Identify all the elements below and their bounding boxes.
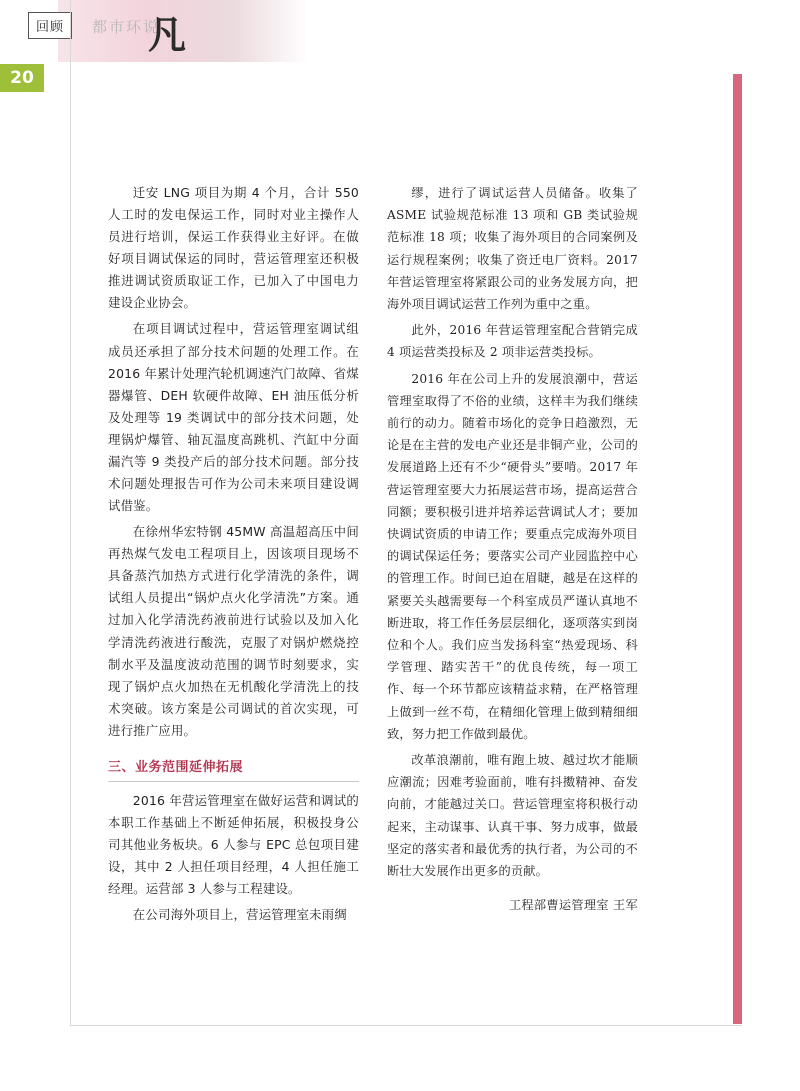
page-header	[0, 0, 800, 72]
left-vertical-rule	[70, 0, 71, 1025]
paragraph: 2016 年营运管理室在做好运营和调试的本职工作基础上不断延伸拓展，积极投身公司其他业务板块。6 人参与 EPC 总包项目建设，其中 2 人担任项目经理，4 人担任施工经理。运营部 3 人参与工程建设。	[108, 792, 359, 897]
bottom-horizontal-rule	[70, 1025, 742, 1026]
paragraph: 在公司海外项目上，营运管理室未雨绸	[132, 907, 347, 923]
header-faded-text: 都市环说	[92, 18, 161, 36]
right-column	[387, 182, 638, 1002]
paragraph: 改革浪潮前，唯有跑上坡、越过坎才能顺应潮流；因难考验面前，唯有抖擞精神、奋发向前，才能越过关口。营运管理室将积极行动起来，主动谋事、认真干事、努力成事，做最坚定的落实者和最优秀的执行者，为公司的不断壮大发展作出更多的贡献。	[387, 753, 638, 879]
paragraph: 此外，2016 年营运管理室配合营销完成 4 项运营类投标及 2 项非运营类投标。	[387, 323, 638, 360]
two-column-body	[108, 182, 638, 1002]
paragraph: 缪，进行了调试运营人员储备。收集了 ASME 试验规范标准 13 项和 GB 类试验规范标准 18 项；收集了海外项目的合同案例及运行规程案例；收集了资迁电厂资料。2017 年营运管理室将紧跟公司的业务发展方向，把海外项目调试运营工作列为重中之重。	[387, 186, 638, 312]
header-logo: 凡	[148, 12, 187, 57]
author-signature: 工程部曹运管理室 王军	[508, 898, 638, 913]
right-accent-bar	[733, 74, 742, 1024]
paragraph: 2016 年在公司上升的发展浪潮中，营运管理室取得了不俗的业绩，这样丰为我们继续前行的动力。随着市场化的竞争日趋激烈，无论是在主营的发电产业还是非铜产业，公司的发展道路上还有不少“硬骨头”要啃。2017 年营运管理室要大力拓展运营市场，提高运营合同额；要积极引进并培养运营调试人才；要加快调试资质的申请工作；要重点完成海外项目的调试保运任务；要落实公司产业园监控中心的管理工作。时间已迫在眉睫，越是在这样的紧要关头越需要每一个科室成员严谨认真地不断进取，将工作任务层层细化，逐项落实到岗位和个人。我们应当发扬科室“热爱现场、科学管理、踏实苦干”的优良传统，每一项工作、每一个环节都应该精益求精，在严格管理上做到一丝不苟，在精细化管理上做到精细细致，努力把工作做到最优。	[387, 371, 638, 741]
page-number-badge: 20	[0, 64, 44, 92]
paragraph: 在徐州华宏特钢 45MW 高温超高压中间再热煤气发电工程项目上，因该项目现场不具备蒸汽加热方式进行化学清洗的条件，调试组人员提出“锅炉点火化学清洗”方案。通过加入化学清洗药液前进行试验以及加入化学清洗药液进行酸洗，克服了对锅炉燃烧控制水平及温度波动范围的调节时刻要求，实现了锅炉点火加热在无机酸化学清洗上的技术突破。该方案是公司调试的首次实现，可进行推广应用。	[108, 524, 359, 738]
paragraph: 在项目调试过程中，营运管理室调试组成员还承担了部分技术问题的处理工作。在 2016 年累计处理汽轮机调速汽门故障、省煤器爆管、DEH 软硬件故障、EH 油压低分析及处理等 19 类调试中的部分技术问题，处理锅炉爆管、轴瓦温度高跳机、汽缸中分面漏汽等 9 类投产后的部分技术问题。部分技术问题处理报告可作为公司未来项目建设调试借鉴。	[108, 321, 359, 514]
left-column	[108, 182, 359, 1002]
section-divider	[108, 781, 359, 782]
section-heading: 三、业务范围延伸拓展	[108, 759, 244, 775]
section-label-retrospect: 回顾	[28, 12, 72, 39]
paragraph: 迁安 LNG 项目为期 4 个月，合计 550 人工时的发电保运工作，同时对业主操作人员进行培训，保运工作获得业主好评。在做好项目调试保运的同时，营运管理室还积极推进调试资质取证工作，已加入了中国电力建设企业协会。	[108, 185, 359, 311]
